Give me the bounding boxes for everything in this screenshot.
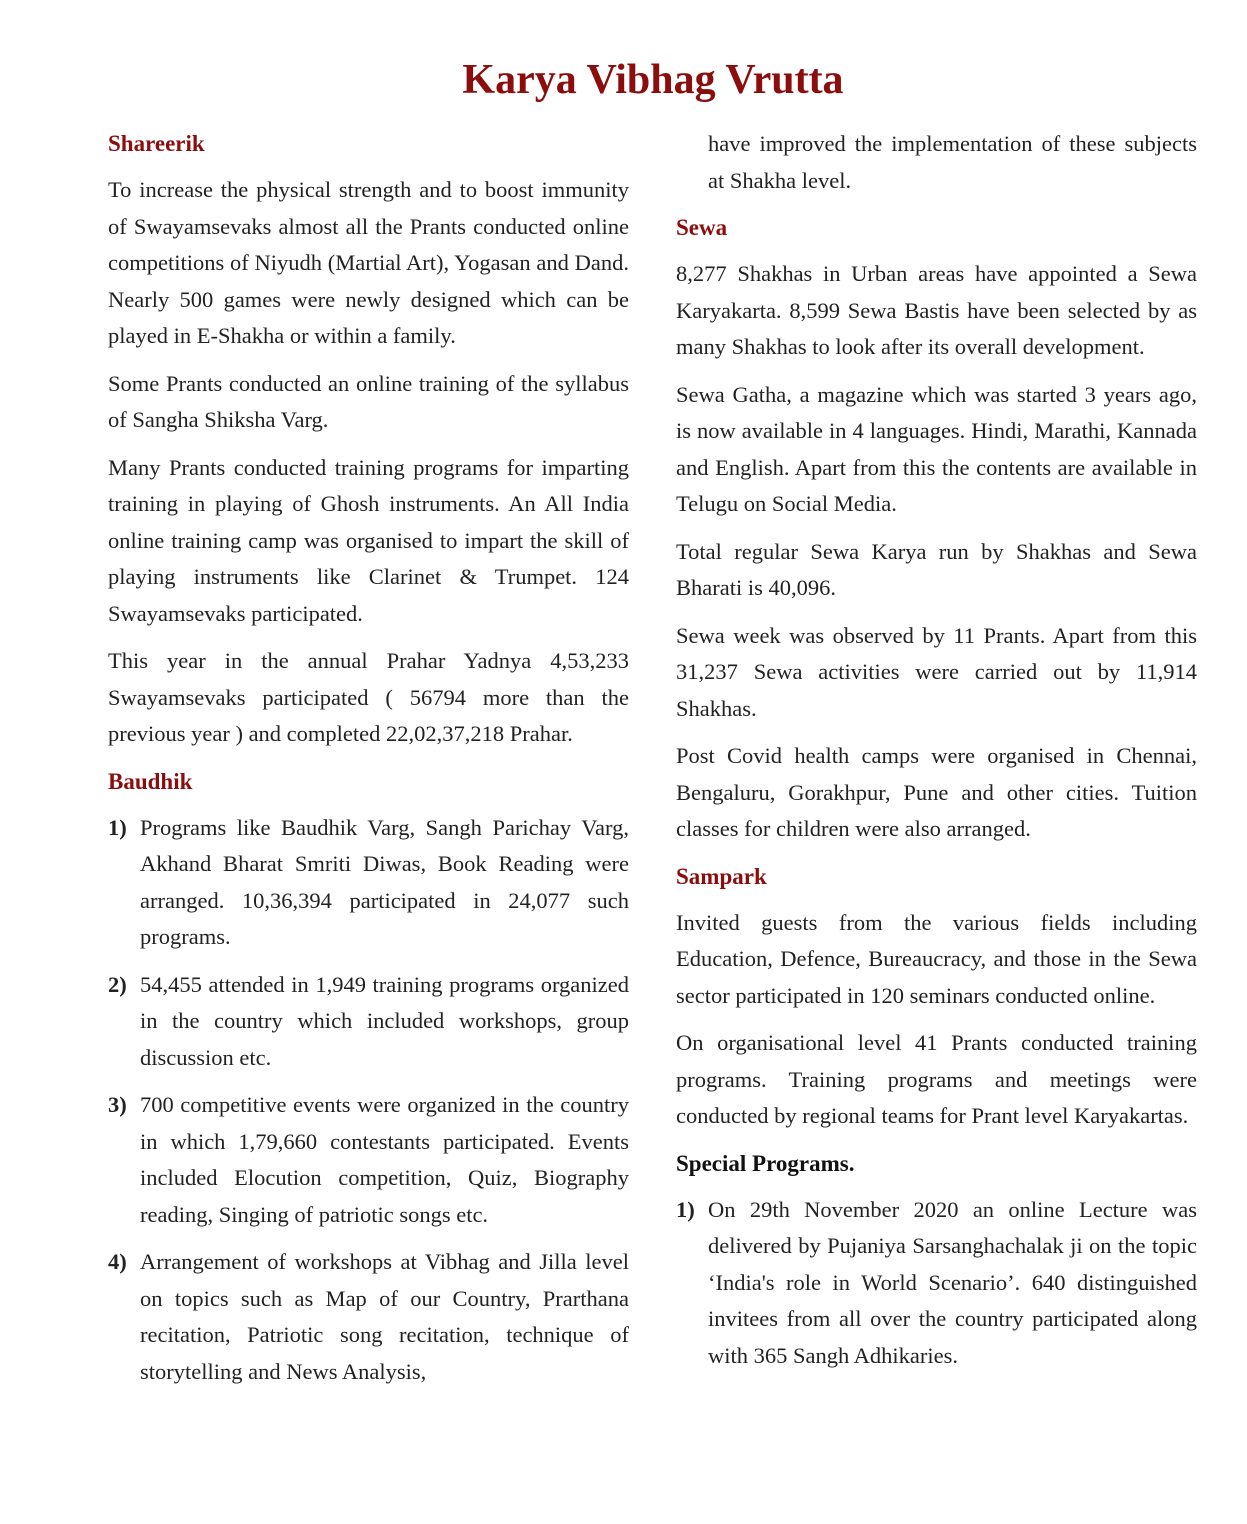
sewa-paragraph-5: Post Covid health camps were organised in Chennai, Bengaluru, Gorakhpur, Pune and other cities. Tuition classes for children were also arranged. [676,743,1197,841]
sewa-paragraph-3: Total regular Sewa Karya run by Shakhas and Sewa Bharati is 40,096. [676,538,1197,600]
list-item-text: On 29th November 2020 an online Lecture was delivered by Pujaniya Sarsanghachalak ji on the topic ‘India's role in World Scenario’. 640 distinguished invitees from all over the country participated along with 365 Sangh Adhikaries. [708,1196,1197,1368]
sewa-paragraph-1: 8,277 Shakhas in Urban areas have appointed a Sewa Karyakarta. 8,599 Sewa Bastis have been selected by as many Shakhas to look after its overall development. [676,261,1197,359]
list-number: 3) [108,1092,127,1117]
section-heading-sewa: Sewa [676,215,728,240]
section-heading-shareerik: Shareerik [108,131,205,156]
section-heading-special-programs: Special Programs. [676,1150,855,1176]
list-item-text: Programs like Baudhik Varg, Sangh Parichay Varg, Akhand Bharat Smriti Diwas, Book Reading were arranged. 10,36,394 participated in 24,077 such programs. [140,814,629,949]
shareerik-paragraph-3: Many Prants conducted training programs for imparting training in playing of Ghosh instruments. An All India online training camp was organised to impart the skill of playing instruments like Clarinet & Trumpet. 124 Swayamsevaks participated. [108,454,629,626]
baudhik-list-item [108,810,629,956]
right-column [676,126,1197,1385]
page-title: Karya Vibhag Vrutta [462,57,844,103]
sewa-paragraph-2: Sewa Gatha, a magazine which was started 3 years ago, is now available in 4 languages. Hindi, Marathi, Kannada and English. Apart from this the contents are available in Telugu on Social Media. [676,381,1197,516]
sampark-paragraph-1: Invited guests from the various fields including Education, Defence, Bureaucracy, and those in the Sewa sector participated in 120 seminars conducted online. [676,909,1197,1008]
special-programs-list-item [676,1192,1197,1375]
list-item-text: 54,455 attended in 1,949 training programs organized in the country which included workshops, group discussion etc. [140,971,629,1070]
list-number: 1) [108,814,127,840]
baudhik-list-item [108,1244,629,1390]
continued-list-text: have improved the implementation of these subjects at Shakha level. [708,131,1197,193]
sewa-paragraph-4: Sewa week was observed by 11 Prants. Apart from this 31,237 Sewa activities were carried out by 11,914 Shakhas. [676,622,1197,721]
list-number: 2) [108,971,127,997]
baudhik-list-item [108,1087,629,1233]
shareerik-paragraph-4: This year in the annual Prahar Yadnya 4,53,233 Swayamsevaks participated ( 56794 more than the previous year ) and completed 22,02,37,218 Prahar. [108,648,629,746]
sampark-paragraph-2: On organisational level 41 Prants conducted training programs. Training programs and meetings were conducted by regional teams for Prant level Karyakartas. [676,1030,1197,1128]
list-number: 4) [108,1249,127,1274]
list-number: 1) [676,1196,695,1222]
list-item-text: Arrangement of workshops at Vibhag and Jilla level on topics such as Map of our Country, Prarthana recitation, Patriotic song recitation, technique of storytelling and News Analysis, [140,1249,629,1384]
section-heading-baudhik: Baudhik [108,768,193,794]
list-item-text: 700 competitive events were organized in the country in which 1,79,660 contestants participated. Events included Elocution competition, Quiz, Biography reading, Singing of patriotic songs etc. [140,1092,629,1227]
section-heading-sampark: Sampark [676,863,767,889]
shareerik-paragraph-1: To increase the physical strength and to boost immunity of Swayamsevaks almost all the Prants conducted online competitions of Niyudh (Martial Art), Yogasan and Dand. Nearly 500 games were newly designed which can be played in E-Shakha or within a family. [108,177,629,348]
baudhik-list-item [108,967,629,1077]
shareerik-paragraph-2: Some Prants conducted an online training of the syllabus of Sangha Shiksha Varg. [108,370,629,432]
left-column [108,126,629,1401]
